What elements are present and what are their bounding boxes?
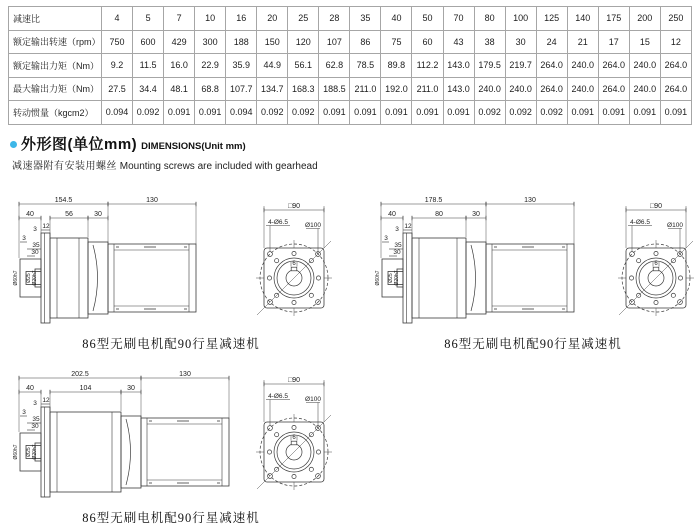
- table-cell: 168.3: [288, 77, 319, 101]
- svg-text:3: 3: [33, 226, 37, 233]
- table-cell: 86: [350, 30, 381, 54]
- table-cell: 50: [412, 7, 443, 31]
- section-header: [10, 133, 246, 154]
- table-cell: 240.0: [505, 77, 536, 101]
- table-cell: 21: [567, 30, 598, 54]
- table-cell: 17: [598, 30, 629, 54]
- table-cell: 264.0: [660, 54, 691, 78]
- table-cell: 27.5: [102, 77, 133, 101]
- svg-text:3: 3: [22, 409, 26, 416]
- table-cell: 0.091: [660, 101, 691, 125]
- table-cell: 188: [226, 30, 257, 54]
- svg-text:35: 35: [394, 242, 402, 249]
- table-cell: 143.0: [443, 54, 474, 78]
- table-cell: 28: [319, 7, 350, 31]
- svg-text:Ø100: Ø100: [305, 222, 321, 229]
- table-cell: 200: [629, 7, 660, 31]
- table-cell: 0.091: [412, 101, 443, 125]
- svg-text:130: 130: [179, 371, 191, 378]
- table-cell: 100: [505, 7, 536, 31]
- table-cell: 12: [660, 30, 691, 54]
- table-cell: 11.5: [133, 54, 164, 78]
- table-cell: 35: [350, 7, 381, 31]
- row-label: 额定输出转速（rpm）: [9, 30, 102, 54]
- svg-text:56: 56: [65, 211, 73, 218]
- table-cell: 0.092: [474, 101, 505, 125]
- drawing-svg-0: [6, 192, 336, 328]
- section-subtitle: [12, 157, 318, 172]
- svg-text:□90: □90: [649, 203, 663, 210]
- drawing-svg-1: [368, 192, 698, 328]
- table-cell: 175: [598, 7, 629, 31]
- svg-text:12: 12: [42, 397, 50, 404]
- table-cell: 0.092: [133, 101, 164, 125]
- svg-text:□90: □90: [287, 377, 301, 384]
- svg-text:Ø100: Ø100: [667, 222, 683, 229]
- svg-text:130: 130: [146, 197, 158, 204]
- svg-text:35: 35: [32, 242, 40, 249]
- table-row: [9, 101, 692, 125]
- svg-text:6: 6: [292, 435, 296, 441]
- table-cell: 25: [288, 7, 319, 31]
- row-label: 额定输出力矩（Nm）: [9, 54, 102, 78]
- table-cell: 211.0: [350, 77, 381, 101]
- row-label: 减速比: [9, 7, 102, 31]
- drawing-unit-1: [6, 192, 336, 352]
- svg-text:80: 80: [435, 211, 443, 218]
- table-cell: 750: [102, 30, 133, 54]
- svg-text:Ø25: Ø25: [26, 273, 32, 283]
- table-cell: 240.0: [629, 54, 660, 78]
- drawing-unit-3: [6, 366, 336, 526]
- table-cell: 0.091: [350, 101, 381, 125]
- table-cell: 68.8: [195, 77, 226, 101]
- table-cell: 264.0: [536, 54, 567, 78]
- svg-text:12: 12: [404, 223, 412, 230]
- table-cell: 140: [567, 7, 598, 31]
- section-title-en: DIMENSIONS(Unit mm): [141, 141, 246, 152]
- svg-text:Ø25: Ø25: [388, 273, 394, 283]
- svg-text:3: 3: [395, 226, 399, 233]
- table-cell: 0.091: [598, 101, 629, 125]
- table-cell: 250: [660, 7, 691, 31]
- table-cell: 240.0: [567, 54, 598, 78]
- table-cell: 60: [412, 30, 443, 54]
- table-cell: 600: [133, 30, 164, 54]
- table-cell: 192.0: [381, 77, 412, 101]
- table-cell: 300: [195, 30, 226, 54]
- table-cell: 4: [102, 7, 133, 31]
- table-cell: 0.091: [629, 101, 660, 125]
- table-cell: 24: [536, 30, 567, 54]
- table-cell: 0.091: [164, 101, 195, 125]
- table-cell: 43: [443, 30, 474, 54]
- row-label: 最大输出力矩（Nm）: [9, 77, 102, 101]
- table-cell: 62.8: [319, 54, 350, 78]
- table-cell: 240.0: [474, 77, 505, 101]
- table-cell: 264.0: [660, 77, 691, 101]
- svg-text:154.5: 154.5: [54, 197, 73, 204]
- table-cell: 38: [474, 30, 505, 54]
- drawing-caption: 86型无刷电机配90行星减速机: [444, 337, 622, 351]
- section-subtitle-zh: 减速器附有安装用螺丝: [12, 161, 117, 172]
- svg-text:30: 30: [94, 211, 102, 218]
- svg-text:Ø25: Ø25: [26, 447, 32, 457]
- drawing-svg-2: [6, 366, 336, 502]
- table-cell: 240.0: [629, 77, 660, 101]
- table-cell: 30: [505, 30, 536, 54]
- table-cell: 125: [536, 7, 567, 31]
- table-cell: 0.094: [226, 101, 257, 125]
- table-cell: 78.5: [350, 54, 381, 78]
- table-cell: 7: [164, 7, 195, 31]
- table-cell: 429: [164, 30, 195, 54]
- table-cell: 22.9: [195, 54, 226, 78]
- table-cell: 15: [629, 30, 660, 54]
- svg-text:4-Ø6.5: 4-Ø6.5: [268, 393, 288, 400]
- table-cell: 89.8: [381, 54, 412, 78]
- table-cell: 48.1: [164, 77, 195, 101]
- svg-text:3: 3: [33, 400, 37, 407]
- table-cell: 0.092: [257, 101, 288, 125]
- svg-text:40: 40: [26, 385, 34, 392]
- svg-text:□90: □90: [287, 203, 301, 210]
- svg-text:30: 30: [127, 385, 135, 392]
- table-row: [9, 77, 692, 101]
- table-cell: 188.5: [319, 77, 350, 101]
- table-cell: 40: [381, 7, 412, 31]
- svg-text:30: 30: [31, 423, 39, 430]
- table-cell: 0.092: [288, 101, 319, 125]
- svg-text:12: 12: [42, 223, 50, 230]
- drawing-unit-2: [368, 192, 698, 352]
- svg-text:3: 3: [384, 235, 388, 242]
- table-cell: 80: [474, 7, 505, 31]
- svg-text:202.5: 202.5: [71, 371, 89, 378]
- table-cell: 0.091: [319, 101, 350, 125]
- svg-text:Ø20h7: Ø20h7: [32, 270, 38, 286]
- svg-text:30: 30: [393, 249, 401, 256]
- table-row: [9, 30, 692, 54]
- table-cell: 0.092: [536, 101, 567, 125]
- table-row: [9, 7, 692, 31]
- svg-text:178.5: 178.5: [424, 197, 443, 204]
- svg-text:Ø20h7: Ø20h7: [394, 270, 400, 286]
- spec-table: [8, 6, 692, 125]
- table-cell: 120: [288, 30, 319, 54]
- table-cell: 150: [257, 30, 288, 54]
- table-cell: 240.0: [567, 77, 598, 101]
- table-cell: 107.7: [226, 77, 257, 101]
- svg-text:104: 104: [79, 385, 92, 392]
- table-cell: 0.091: [567, 101, 598, 125]
- svg-text:Ø100: Ø100: [305, 396, 321, 403]
- svg-text:Ø20h7: Ø20h7: [32, 444, 38, 460]
- table-cell: 107: [319, 30, 350, 54]
- table-cell: 70: [443, 7, 474, 31]
- table-cell: 179.5: [474, 54, 505, 78]
- table-cell: 56.1: [288, 54, 319, 78]
- table-cell: 10: [195, 7, 226, 31]
- table-cell: 35.9: [226, 54, 257, 78]
- svg-text:30: 30: [472, 211, 480, 218]
- table-cell: 264.0: [536, 77, 567, 101]
- row-label: 转动惯量（kgcm2）: [9, 101, 102, 125]
- section-bullet-icon: [10, 141, 17, 148]
- drawing-caption: 86型无刷电机配90行星减速机: [82, 337, 260, 351]
- table-cell: 112.2: [412, 54, 443, 78]
- svg-text:3: 3: [22, 235, 26, 242]
- table-cell: 134.7: [257, 77, 288, 101]
- svg-text:40: 40: [388, 211, 396, 218]
- table-cell: 5: [133, 7, 164, 31]
- drawing-caption: 86型无刷电机配90行星减速机: [82, 511, 260, 525]
- svg-text:6: 6: [292, 261, 296, 267]
- table-cell: 16: [226, 7, 257, 31]
- table-cell: 0.091: [381, 101, 412, 125]
- table-cell: 0.091: [443, 101, 474, 125]
- table-cell: 9.2: [102, 54, 133, 78]
- section-subtitle-en: Mounting screws are included with gearhead: [119, 161, 318, 172]
- spec-table-body: [9, 7, 692, 125]
- svg-text:Ø60h7: Ø60h7: [13, 270, 19, 286]
- table-cell: 0.094: [102, 101, 133, 125]
- table-cell: 264.0: [598, 54, 629, 78]
- svg-text:30: 30: [31, 249, 39, 256]
- svg-text:Ø60h7: Ø60h7: [13, 444, 19, 460]
- table-cell: 34.4: [133, 77, 164, 101]
- svg-text:35: 35: [32, 416, 40, 423]
- svg-text:6: 6: [654, 261, 658, 267]
- svg-text:4-Ø6.5: 4-Ø6.5: [268, 219, 288, 226]
- svg-text:Ø60h7: Ø60h7: [375, 270, 381, 286]
- table-cell: 20: [257, 7, 288, 31]
- svg-text:40: 40: [26, 211, 34, 218]
- table-cell: 143.0: [443, 77, 474, 101]
- table-cell: 219.7: [505, 54, 536, 78]
- table-cell: 16.0: [164, 54, 195, 78]
- table-cell: 211.0: [412, 77, 443, 101]
- svg-text:130: 130: [524, 197, 536, 204]
- table-row: [9, 54, 692, 78]
- table-cell: 0.092: [505, 101, 536, 125]
- section-title-zh: 外形图(单位mm): [21, 136, 138, 153]
- table-cell: 44.9: [257, 54, 288, 78]
- table-cell: 0.091: [195, 101, 226, 125]
- table-cell: 75: [381, 30, 412, 54]
- svg-text:4-Ø6.5: 4-Ø6.5: [630, 219, 650, 226]
- table-cell: 264.0: [598, 77, 629, 101]
